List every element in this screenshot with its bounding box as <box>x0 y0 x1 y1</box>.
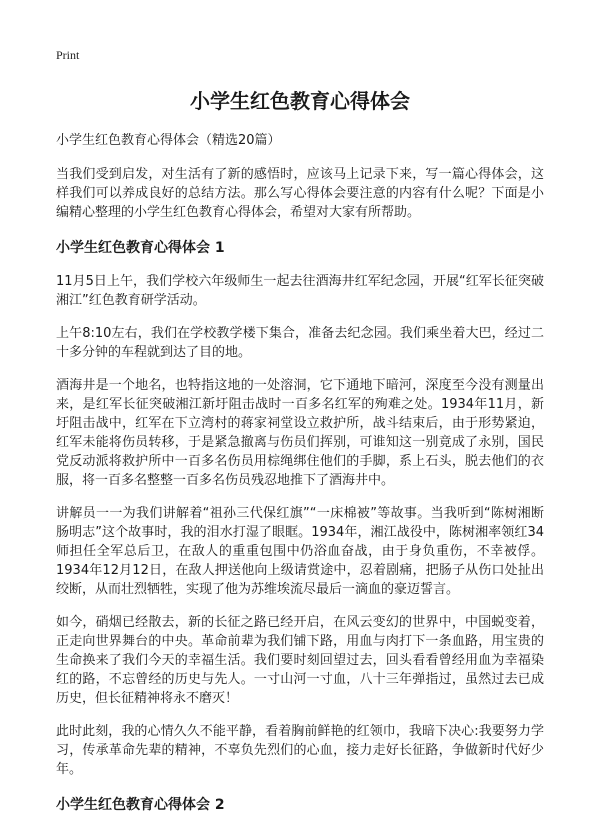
article-subtitle: 小学生红色教育心得体会（精选20篇） <box>56 133 281 148</box>
section-heading-2: 小学生红色教育心得体会 2 <box>56 797 225 813</box>
section-1-paragraph-2: 上午8:10左右，我们在学校教学楼下集合，准备去纪念园。我们乘坐着大巴，经过二十多分钟的车程就到达了目的地。 <box>56 326 544 360</box>
section-1-paragraph-6: 此时此刻，我的心情久久不能平静，看着胸前鲜艳的红领巾，我暗下决心:我要努力学习，传承革命先辈的精神，不辜负先烈们的心血，接力走好长征路，争做新时代好少年。 <box>56 724 544 777</box>
section-1-paragraph-1: 11月5日上午，我们学校六年级师生一起去往酒海井红军纪念园，开展“红军长征突破湘江”红色教育研学活动。 <box>56 274 544 308</box>
section-heading-1: 小学生红色教育心得体会 1 <box>56 240 225 256</box>
article-title: 小学生红色教育心得体会 <box>190 89 410 113</box>
section-1-paragraph-4: 讲解员一一为我们讲解着“祖孙三代保红旗”“一床棉被”等故事。当我听到“陈树湘断肠明志”这个故事时，我的泪水打湿了眼眶。1934年，湘江战役中，陈树湘率领红34师担任全军总后卫，在敌人的重重包围中仍浴血奋战，由于身负重伤，不幸被俘。1934年12月12日，在敌人押送他向上级请赏途中，忍着剧痛，把肠子从伤口处扯出绞断，从而壮烈牺牲，实现了他为苏维埃流尽最后一滴血的豪迈誓言。 <box>56 506 544 597</box>
section-1-paragraph-5: 如今，硝烟已经散去，新的长征之路已经开启，在风云变幻的世界中，中国蜕变着，正走向世界舞台的中央。革命前辈为我们铺下路，用血与肉打下一条血路，用宝贵的生命换来了我们今天的幸福生活。我们要时刻回望过去，回头看看曾经用血为幸福染红的路，不忘曾经的历史与先人。一寸山河一寸血，八十三年弹指过，虽然过去已成历史，但长征精神将永不磨灭！ <box>56 615 544 706</box>
print-link[interactable]: Print <box>56 48 80 62</box>
intro-paragraph: 当我们受到启发，对生活有了新的感悟时，应该马上记录下来，写一篇心得体会，这样我们可以养成良好的总结方法。那么写心得体会要注意的内容有什么呢？下面是小编精心整理的小学生红色教育心得体会，希望对大家有所帮助。 <box>56 167 544 220</box>
section-1-paragraph-3: 酒海井是一个地名，也特指这地的一处溶洞，它下通地下暗河，深度至今没有测量出来，是红军长征突破湘江新圩阻击战时一百多名红军的殉难之处。1934年11月，新圩阻击战中，红军在下立湾村的蒋家祠堂设立救护所，战斗结束后，由于形势紧迫，红军未能将伤员转移，于是紧急撤离与伤员们挥别，可谁知这一别竟成了永别，国民党反动派将救护所中一百多名伤员用棕绳绑住他们的手脚，系上石头，脱去他们的衣服，将一百多名整整一百多名伤员残忍地推下了酒海井中。 <box>56 378 544 488</box>
